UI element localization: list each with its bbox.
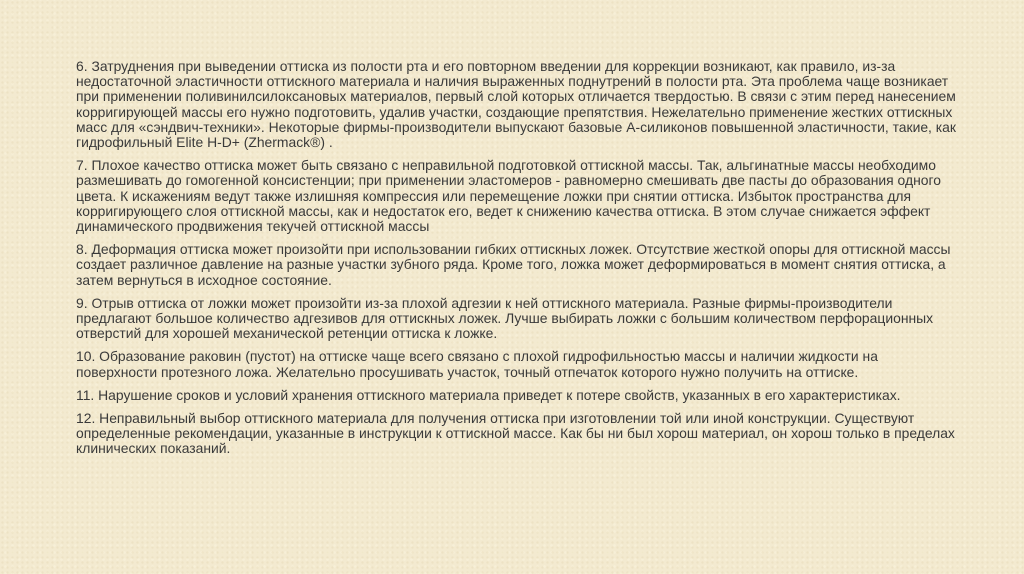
slide-text-body bbox=[76, 59, 956, 465]
paragraph-8: 8. Деформация оттиска может произойти при использовании гибких оттискных ложек. Отсутствие жесткой опоры для оттискной массы создает различное давление на разные участки зубного ряда. Кроме того, ложка может деформироваться в момент снятия оттиска, а затем вернуться в исходное состояние. bbox=[76, 241, 951, 288]
paragraph-11: 11. Нарушение сроков и условий хранения оттискного материала приведет к потере свойств, указанных в его характеристиках. bbox=[76, 386, 901, 403]
paragraph-10: 10. Образование раковин (пустот) на оттиске чаще всего связано с плохой гидрофильностью массы и наличии жидкости на поверхности протезного ложа. Желательно просушивать участок, точный отпечаток которого нужно получить на оттиске. bbox=[76, 348, 878, 380]
paragraph-7: 7. Плохое качество оттиска может быть связано с неправильной подготовкой оттискной массы. Так, альгинатные массы необходимо размешивать до гомогенной консистенции; при применении эластомеров - равномерно смешивать две пасты до образования одного цвета. К искажениям ведут также излишняя компрессия или перемещение ложки при снятии оттиска. Избыток пространства для корригирующего слоя оттискной массы, как и недостаток его, ведет к снижению качества оттиска. В этом случае снижается эффект динамического продвижения текучей оттискной массы bbox=[76, 157, 941, 235]
paragraph-12: 12. Неправильный выбор оттискного материала для получения оттиска при изготовлении той или иной конструкции. Существуют определенные рекомендации, указанные в инструкции к оттискной массе. Как бы ни был хорош материал, он хорош только в пределах клинических показаний. bbox=[76, 410, 955, 457]
paragraph-6: 6. Затруднения при выведении оттиска из полости рта и его повторном введении для коррекции возникают, как правило, из-за недостаточной эластичности оттискного материала и наличия выраженных поднутрений в полости рта. Эта проблема чаще возникает при применении поливинилсилоксановых материалов, первый слой которых отличается твердостью. В связи с этим перед нанесением корригирующей массы его нужно подготовить, удалив участки, создающие препятствия. Нежелательно применение жестких оттискных масс для «сэндвич-техники». Некоторые фирмы-производители выпускают базовые А-силиконов повышенной эластичности, такие, как гидрофильный Elite H-D+ (Zhermack®) . bbox=[76, 58, 956, 151]
paragraph-9: 9. Отрыв оттиска от ложки может произойти из-за плохой адгезии к ней оттискного материала. Разные фирмы-производители предлагают большое количество адгезивов для оттискных ложек. Лучше выбирать ложки с большим количеством перфорационных отверстий для хорошей механической ретенции оттиска к ложке. bbox=[76, 294, 934, 342]
